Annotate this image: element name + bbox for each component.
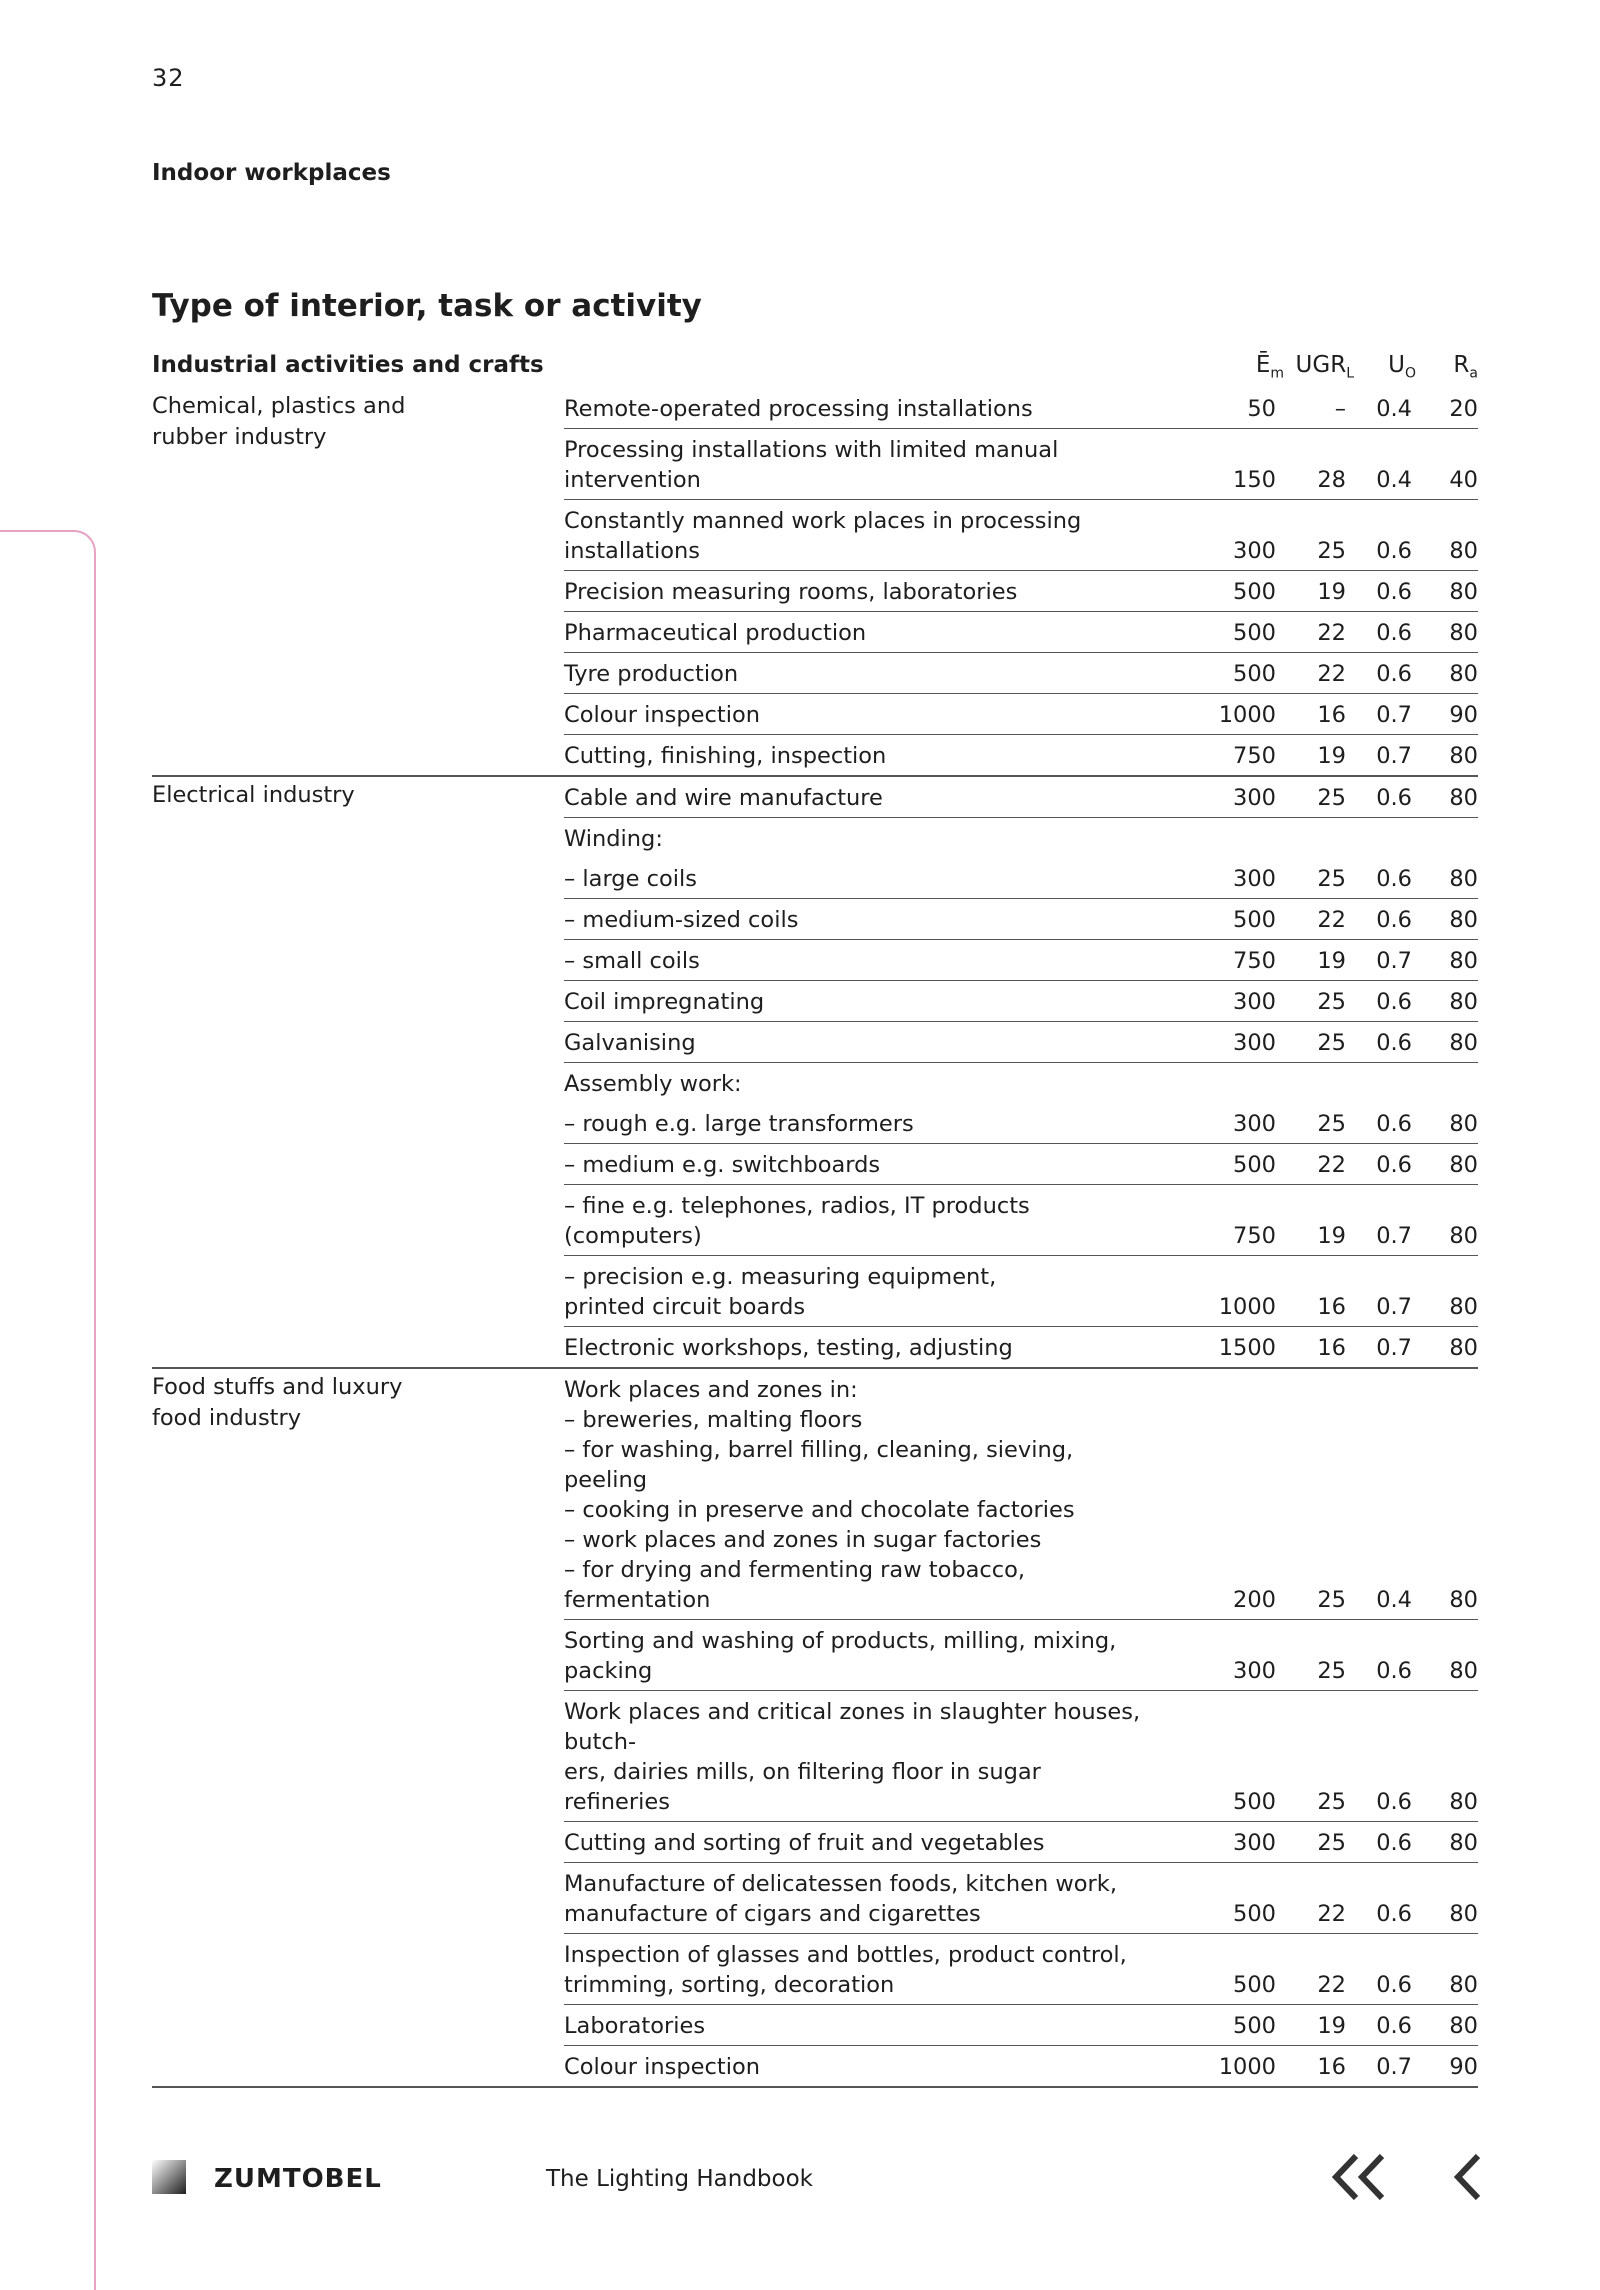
value-uo: 0.6 [1376,579,1412,605]
value-em: 500 [1233,907,1276,933]
group-name: Electrical industry [152,782,355,808]
value-ugr: 19 [1317,1223,1346,1249]
value-em: 500 [1233,1152,1276,1178]
table-row [564,653,1478,694]
value-uo: 0.6 [1376,1789,1412,1815]
table-row [564,2005,1478,2046]
row-text: – medium e.g. switchboards [564,1152,881,1178]
value-ugr: 19 [1317,948,1346,974]
row-text: – fine e.g. telephones, radios, IT products (computers) [564,1193,1030,1249]
value-uo: 0.6 [1376,1830,1412,1856]
row-text: Electronic workshops, testing, adjusting [564,1335,1013,1361]
value-ra: 90 [1449,2054,1478,2080]
row-text: Colour inspection [564,702,760,728]
row-text: Precision measuring rooms, laboratories [564,579,1018,605]
value-ra: 80 [1449,1335,1478,1361]
row-text: Assembly work: [564,1071,742,1097]
value-em: 300 [1233,538,1276,564]
value-ra: 80 [1449,1152,1478,1178]
double-chevron-left-icon[interactable] [1326,2150,1390,2204]
value-uo: 0.7 [1376,1294,1412,1320]
table-row [564,1103,1478,1144]
value-em: 500 [1233,1901,1276,1927]
value-em: 1500 [1218,1335,1276,1361]
column-ra: $R_a$ [1453,352,1478,382]
value-em: 300 [1233,785,1276,811]
brand-name: ZUMTOBEL [214,2164,382,2194]
value-ra [1412,848,1478,858]
value-ugr: 25 [1317,1830,1346,1856]
value-ra: 80 [1449,661,1478,687]
value-ugr: 28 [1317,467,1346,493]
value-ugr [1276,1093,1346,1103]
row-text: Galvanising [564,1030,696,1056]
row-text: Cable and wire manufacture [564,785,883,811]
value-ugr: 22 [1317,1901,1346,1927]
section-label: Indoor workplaces [152,160,391,186]
value-ugr: 25 [1317,538,1346,564]
value-em: 200 [1233,1587,1276,1613]
value-ugr: 16 [1317,1335,1346,1361]
value-em: 50 [1247,396,1276,422]
row-text: Coil impregnating [564,989,765,1015]
value-em: 500 [1233,1972,1276,1998]
table-row [564,1934,1478,2005]
value-ra: 80 [1449,1294,1478,1320]
group-name: Chemical, plastics and rubber industry [152,393,406,450]
value-uo: 0.4 [1376,467,1412,493]
table-row [564,1691,1478,1822]
value-em: 300 [1233,989,1276,1015]
value-ra: 80 [1449,1111,1478,1137]
column-ugr: $UGR_L$ [1295,352,1354,382]
value-uo: 0.6 [1376,1972,1412,1998]
value-ra: 80 [1449,907,1478,933]
value-uo: 0.7 [1376,702,1412,728]
value-em: 500 [1233,579,1276,605]
table-row [564,899,1478,940]
row-text: – small coils [564,948,700,974]
value-ra: 80 [1449,989,1478,1015]
value-ra: 80 [1449,1901,1478,1927]
value-ra: 80 [1449,1972,1478,1998]
zumtobel-logo-icon [152,2160,186,2194]
value-ugr: 25 [1317,1587,1346,1613]
value-ra: 80 [1449,1789,1478,1815]
table-row [564,1620,1478,1691]
value-uo: 0.4 [1376,1587,1412,1613]
value-uo: 0.7 [1376,1335,1412,1361]
value-ugr: – [1334,396,1346,422]
table-row [564,777,1478,818]
row-text: Inspection of glasses and bottles, product control, trimming, sorting, decoration [564,1942,1127,1998]
group-name: Food stuffs and luxury food industry [152,1374,403,1431]
value-ra: 80 [1449,620,1478,646]
table-row [564,1327,1478,1367]
table-row [564,1022,1478,1063]
value-ra [1412,1093,1478,1103]
table-row [564,735,1478,775]
value-em [1146,1093,1276,1103]
value-ugr: 16 [1317,702,1346,728]
value-ugr: 25 [1317,1111,1346,1137]
value-em: 300 [1233,1658,1276,1684]
value-ra: 80 [1449,1030,1478,1056]
footer [0,2150,1600,2230]
illuminance-table [152,388,1478,2088]
value-em: 300 [1233,1111,1276,1137]
row-text: Manufacture of delicatessen foods, kitchen work, manufacture of cigars and cigarettes [564,1871,1117,1927]
column-em: $Ē_m$ [1255,352,1284,382]
margin-decoration [0,530,96,2290]
row-text: – large coils [564,866,697,892]
table-row [564,1185,1478,1256]
value-ra: 80 [1449,948,1478,974]
value-ugr: 22 [1317,907,1346,933]
value-ugr: 25 [1317,866,1346,892]
value-em: 300 [1233,1030,1276,1056]
value-ugr: 22 [1317,661,1346,687]
value-ra: 80 [1449,1658,1478,1684]
value-em: 150 [1233,467,1276,493]
table-row [564,1863,1478,1934]
value-uo: 0.6 [1376,866,1412,892]
value-uo: 0.6 [1376,2013,1412,2039]
row-text: Colour inspection [564,2054,760,2080]
value-em: 1000 [1218,702,1276,728]
row-text: Tyre production [564,661,739,687]
row-text: Cutting and sorting of fruit and vegetables [564,1830,1045,1856]
value-em: 500 [1233,620,1276,646]
value-ugr: 22 [1317,1972,1346,1998]
value-uo: 0.4 [1376,396,1412,422]
table-group [152,388,1478,777]
value-ugr: 19 [1317,579,1346,605]
table-group [152,777,1478,1369]
value-ugr: 25 [1317,1658,1346,1684]
value-uo: 0.6 [1376,1152,1412,1178]
column-uo: $U_O$ [1388,352,1416,382]
value-ugr: 22 [1317,1152,1346,1178]
row-text: Remote-operated processing installations [564,396,1033,422]
value-ra: 40 [1449,467,1478,493]
value-uo: 0.6 [1376,1901,1412,1927]
value-em [1146,848,1276,858]
value-em: 500 [1233,661,1276,687]
chevron-left-icon[interactable] [1450,2150,1484,2204]
row-text: – precision e.g. measuring equipment, printed circuit boards [564,1264,997,1320]
table-row [564,612,1478,653]
value-ugr: 16 [1317,2054,1346,2080]
page-title: Type of interior, task or activity [152,288,702,324]
value-em: 500 [1233,1789,1276,1815]
value-uo: 0.6 [1376,538,1412,564]
value-uo: 0.6 [1376,1111,1412,1137]
table-row [564,388,1478,429]
value-uo: 0.7 [1376,948,1412,974]
value-ra: 80 [1449,1587,1478,1613]
row-text: Laboratories [564,2013,706,2039]
row-text: Work places and critical zones in slaughter houses, butch- ers, dairies mills, on filtering floor in sugar refineries [564,1699,1141,1815]
table-row [564,429,1478,500]
row-text: Sorting and washing of products, milling, mixing, packing [564,1628,1117,1684]
value-uo: 0.6 [1376,1030,1412,1056]
category-heading: Industrial activities and crafts [152,352,544,378]
table-header [152,350,1478,386]
row-text: Cutting, finishing, inspection [564,743,887,769]
table-row [564,2046,1478,2086]
value-ra: 80 [1449,785,1478,811]
row-text: Pharmaceutical production [564,620,867,646]
row-text: Work places and zones in: – breweries, malting floors – for washing, barrel filling, cleaning, sieving, peeling – cooking in preserve and chocolate factories – work places and zones in sugar factories – for drying and fermenting raw tobacco, fermentation [564,1377,1075,1613]
value-ugr: 22 [1317,620,1346,646]
value-ra: 20 [1449,396,1478,422]
value-uo: 0.7 [1376,1223,1412,1249]
value-em: 1000 [1218,2054,1276,2080]
table-row [564,500,1478,571]
value-ra: 80 [1449,1830,1478,1856]
value-ra: 80 [1449,1223,1478,1249]
table-row [564,1144,1478,1185]
value-em: 300 [1233,1830,1276,1856]
row-text: Winding: [564,826,663,852]
value-ugr: 19 [1317,2013,1346,2039]
value-ugr: 25 [1317,989,1346,1015]
table-row [564,1822,1478,1863]
value-ra: 80 [1449,579,1478,605]
book-title: The Lighting Handbook [546,2166,813,2192]
value-uo: 0.6 [1376,1658,1412,1684]
value-em: 750 [1233,743,1276,769]
table-row [564,1369,1478,1620]
table-row [564,940,1478,981]
row-text: Constantly manned work places in processing installations [564,508,1082,564]
row-text: – medium-sized coils [564,907,799,933]
value-ra: 80 [1449,2013,1478,2039]
table-row [564,694,1478,735]
value-uo [1346,848,1412,858]
table-row [564,1063,1478,1103]
value-em: 750 [1233,948,1276,974]
value-ra: 80 [1449,538,1478,564]
value-em: 750 [1233,1223,1276,1249]
value-ra: 90 [1449,702,1478,728]
value-ugr: 25 [1317,785,1346,811]
value-uo: 0.7 [1376,743,1412,769]
value-uo: 0.6 [1376,785,1412,811]
value-ugr: 16 [1317,1294,1346,1320]
value-uo: 0.6 [1376,661,1412,687]
value-uo [1346,1093,1412,1103]
table-row [564,858,1478,899]
value-uo: 0.6 [1376,620,1412,646]
value-em: 300 [1233,866,1276,892]
table-group [152,1369,1478,2088]
table-row [564,571,1478,612]
value-em: 1000 [1218,1294,1276,1320]
table-row [564,818,1478,858]
table-row [564,981,1478,1022]
value-uo: 0.6 [1376,907,1412,933]
value-ugr: 25 [1317,1030,1346,1056]
value-ra: 80 [1449,743,1478,769]
value-ugr [1276,848,1346,858]
table-row [564,1256,1478,1327]
row-text: – rough e.g. large transformers [564,1111,914,1137]
value-ugr: 25 [1317,1789,1346,1815]
row-text: Processing installations with limited manual intervention [564,437,1059,493]
value-ra: 80 [1449,866,1478,892]
page-number: 32 [152,64,185,92]
value-uo: 0.7 [1376,2054,1412,2080]
value-uo: 0.6 [1376,989,1412,1015]
value-ugr: 19 [1317,743,1346,769]
value-em: 500 [1233,2013,1276,2039]
